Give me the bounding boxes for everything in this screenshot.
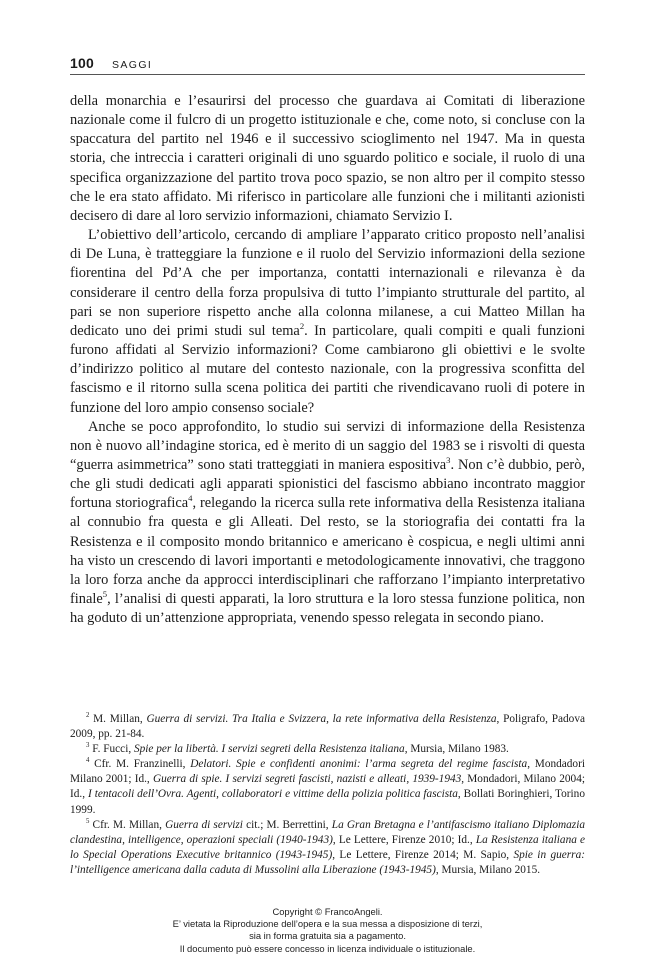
paragraph-3-text-a: Anche se poco approfondito, lo studio sui servizi di informazione della Resistenza non è nuovo all’indagine storica, ed è merito di un saggio del 1983 se i risvolti di questa “guerra asimmetrica” sono stati tratteggiati in maniera espositiva	[70, 418, 585, 473]
paragraph-3	[70, 418, 585, 629]
paragraph-3-text-b: . Non c’è dubbio, però, che gli studi dedicati agli apparati spionistici del fascismo abbiano incontrato maggior fortuna storiografica	[70, 456, 585, 512]
footnote-text: Cfr. M. Millan,	[89, 818, 166, 831]
page-number: 100	[70, 55, 94, 71]
section-label: SAGGI	[111, 59, 153, 71]
footnote-5	[70, 818, 585, 878]
paragraph-2	[70, 226, 585, 418]
copyright-line: Copyright © FrancoAngeli.	[272, 906, 383, 917]
footnote-text: , Mondadori Milano 2001; Id.,	[70, 758, 585, 786]
running-header	[70, 55, 585, 71]
footnote-title: La Resistenza italiana e lo Special Operations Executive britannico (1943-1945)	[70, 833, 586, 861]
footnote-2	[70, 712, 585, 742]
footnote-number: 2	[86, 712, 90, 720]
footnote-text: , Poligrafo, Padova 2009, pp. 21-84.	[70, 713, 585, 741]
footnote-text: M. Millan,	[89, 713, 147, 725]
footnote-title: Delatori. Spie e confidenti anonimi: l’arma segreta del regime fascista	[190, 758, 528, 771]
copyright-line: Il documento può essere concesso in licenza individuale o istituzionale.	[179, 942, 476, 954]
footnote-text: , Mursia, Milano 1983.	[404, 743, 509, 756]
footnote-title: Guerra di spie. I servizi segreti fascisti, nazisti e alleati, 1939-1943	[152, 773, 462, 786]
footnote-text: F. Fucci,	[89, 743, 134, 756]
paragraph-2-text-a: L’obiettivo dell’articolo, cercando di ampliare l’apparato critico proposto nell’analisi di De Luna, è tratteggiare la funzione e il ruolo del Servizio informazioni della sezione fiorentina del Pd’A che per importanza, contatti internazionali e rilevanza è da considerare il centro della forza propulsiva di tutto l’impianto strutturale del partito, al pari se non superiore rispetto anche alla colonna milanese, a cui Matteo Millan ha dedicato uno dei primi studi sul tema	[70, 227, 585, 339]
footnotes	[70, 712, 585, 878]
paragraph-1-text: della monarchia e l’esaurirsi del processo che guardava ai Comitati di liberazione nazionale come il fulcro di un progetto istituzionale e che, come noto, si concluse con la spaccatura del partito nel 1946 e il successivo scioglimento nel 1947. Ma in questa storia, che intreccia i caratteri originali di uno sguardo politico e sociale, il ruolo di una specifica organizzazione del partito trova poco spazio, se non altro per il compito stesso che le era stato affidato. Mi riferisco in particolare alle funzioni che i militanti azionisti decisero di dare al loro servizio informazioni, chiamato Servizio I.	[70, 93, 585, 224]
header-rule	[70, 74, 585, 75]
footnote-ref-5: 5	[102, 589, 108, 600]
footnote-title: I tentacoli dell’Ovra. Agenti, collaboratori e vittime della polizia politica fascista	[88, 788, 458, 801]
footnote-4	[70, 757, 585, 817]
footnote-ref-2: 2	[299, 321, 305, 332]
main-text	[70, 92, 585, 628]
footnote-title: Spie per la libertà. I servizi segreti della Resistenza italiana	[134, 743, 405, 756]
footnote-text: cit.; M. Berrettini,	[242, 818, 332, 831]
footnote-number: 5	[86, 817, 90, 825]
copyright-line: sia in forma gratuita sia a pagamento.	[249, 930, 406, 942]
footnote-text: , Mursia, Milano 2015.	[435, 863, 541, 876]
footnote-text: , Le Lettere, Firenze 2014; M. Sapio,	[332, 848, 514, 861]
paragraph-2-text-b: . In particolare, quali compiti e quali funzioni furono affidati al Servizio informazioni? Come cambiarono gli obiettivi e le svolte d’indirizzo politico al mutare del contesto nazionale, con la progressiva sconfitta del fascismo e il ritorno sulla scena politica dei partiti che rivendicavano ruoli di potere in funzione del loro ampio consenso sociale?	[70, 322, 586, 416]
footnote-ref-3: 3	[446, 455, 451, 466]
footnote-text: , Bollati Boringhieri, Torino 1999.	[70, 788, 585, 816]
footnote-number: 3	[86, 742, 90, 750]
footnote-title: La Gran Bretagna e l’antifascismo italiano Diplomazia clandestina, intelligence, operazioni speciali (1940-1943)	[70, 818, 585, 846]
footnote-3	[70, 742, 585, 757]
footnote-title: Guerra di servizi	[165, 818, 243, 831]
paragraph-3-text-d: , l’analisi di questi apparati, la loro struttura e la loro stessa funzione politica, non ha goduto di un’attenzione appropriata, venendo spesso relegata in secondo piano.	[70, 591, 585, 627]
footnote-text: Cfr. M. Franzinelli,	[89, 758, 191, 771]
footnote-text: , Le Lettere, Firenze 2010; Id.,	[332, 833, 476, 846]
footnote-ref-4: 4	[188, 493, 193, 504]
copyright-line: E’ vietata la Riproduzione dell’opera e la sua messa a disposizione di terzi,	[172, 918, 483, 930]
footnote-title: Guerra di servizi. Tra Italia e Svizzera, la rete informativa della Resistenza	[146, 713, 497, 725]
footnote-number: 4	[86, 757, 90, 765]
copyright-notice	[70, 906, 585, 955]
paragraph-3-text-c: , relegando la ricerca sulla rete informativa della Resistenza italiana al connubio fra questa e gli Alleati. Del resto, se la storiografia dei contatti fra la Resistenza e il composito mondo britannico e americano è cospicua, e negli ultimi anni ha visto un crescendo di lavori importanti e metodologicamente innovativi, che traggono la loro forza anche da approcci interdisciplinari che rafforzano l’impianto interpretativo finale	[70, 495, 586, 608]
paragraph-1	[70, 92, 585, 226]
footnote-title: Spie in guerra: l’intelligence americana dalla caduta di Mussolini alla Liberazione (1943-1945)	[70, 848, 585, 876]
footnote-text: , Mondadori, Milano 2004; Id.,	[70, 773, 585, 801]
